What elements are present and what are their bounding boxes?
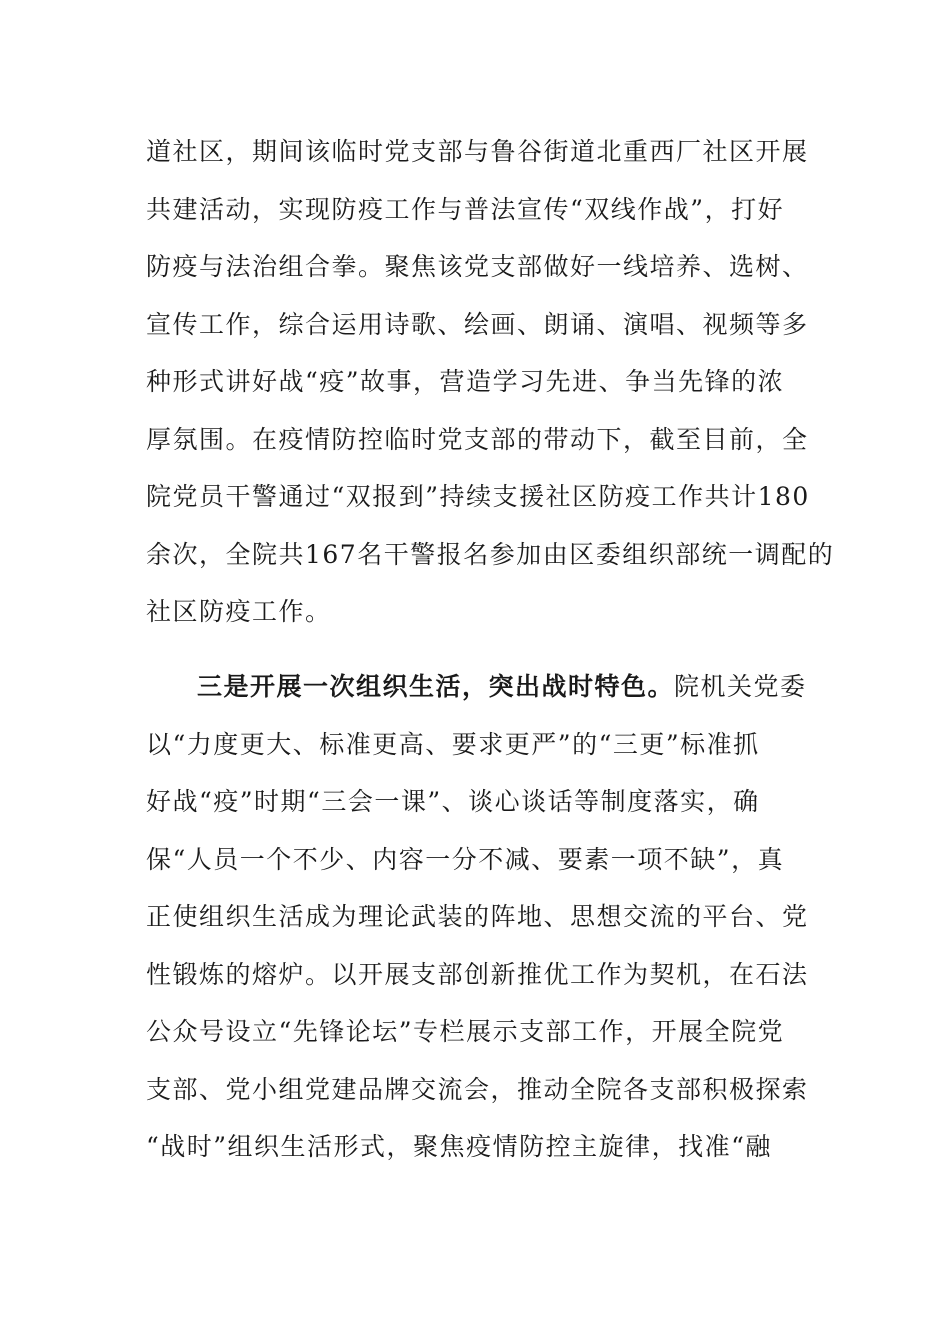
- text-line: 种形式讲好战“疫”故事，营造学习先进、争当先锋的浓: [146, 367, 785, 396]
- text-line: 以“力度更大、标准更高、要求更严”的“三更”标准抓: [146, 729, 760, 759]
- text-line: 社区防疫工作。: [146, 597, 332, 626]
- text-line: “战时”组织生活形式，聚焦疫情防控主旋律，找准“融: [146, 1132, 772, 1161]
- text-line: 好战“疫”时期“三会一课”、谈心谈话等制度落实，确: [146, 787, 760, 816]
- paragraph-2: [146, 658, 810, 1176]
- paragraph-first-line: [146, 658, 810, 716]
- text-line: 共建活动，实现防疫工作与普法宣传“双线作战”，打好: [146, 194, 785, 224]
- text-line: 道社区，期间该临时党支部与鲁谷街道北重西厂社区开展: [146, 137, 809, 166]
- paragraph-heading: 三是开展一次组织生活，突出战时特色。: [197, 672, 675, 701]
- text-line: 公众号设立“先锋论坛”专栏展示支部工作，开展全院党: [146, 1017, 785, 1046]
- text-line: 防疫与法治组合拳。聚焦该党支部做好一线培养、选树、: [146, 252, 809, 281]
- text-line: 余次，全院共167名干警报名参加由区委组织部统一调配的: [146, 539, 835, 569]
- text-line: 性锻炼的熔炉。以开展支部创新推优工作为契机，在石法: [146, 959, 809, 989]
- text-line: 正使组织生活成为理论武装的阵地、思想交流的平台、党: [146, 902, 809, 931]
- paragraph-1: [146, 123, 835, 641]
- text-line: 厚氛围。在疫情防控临时党支部的带动下，截至目前，全: [146, 424, 809, 454]
- text-line: 保“人员一个不少、内容一分不减、要素一项不缺”，真: [146, 844, 785, 874]
- text-line: 支部、党小组党建品牌交流会，推动全院各支部积极探索: [146, 1074, 809, 1104]
- text-line: 院党员干警通过“双报到”持续支援社区防疫工作共计180: [146, 482, 810, 511]
- text-line: 宣传工作，综合运用诗歌、绘画、朗诵、演唱、视频等多: [146, 309, 809, 339]
- text-run: 院机关党委: [674, 672, 807, 701]
